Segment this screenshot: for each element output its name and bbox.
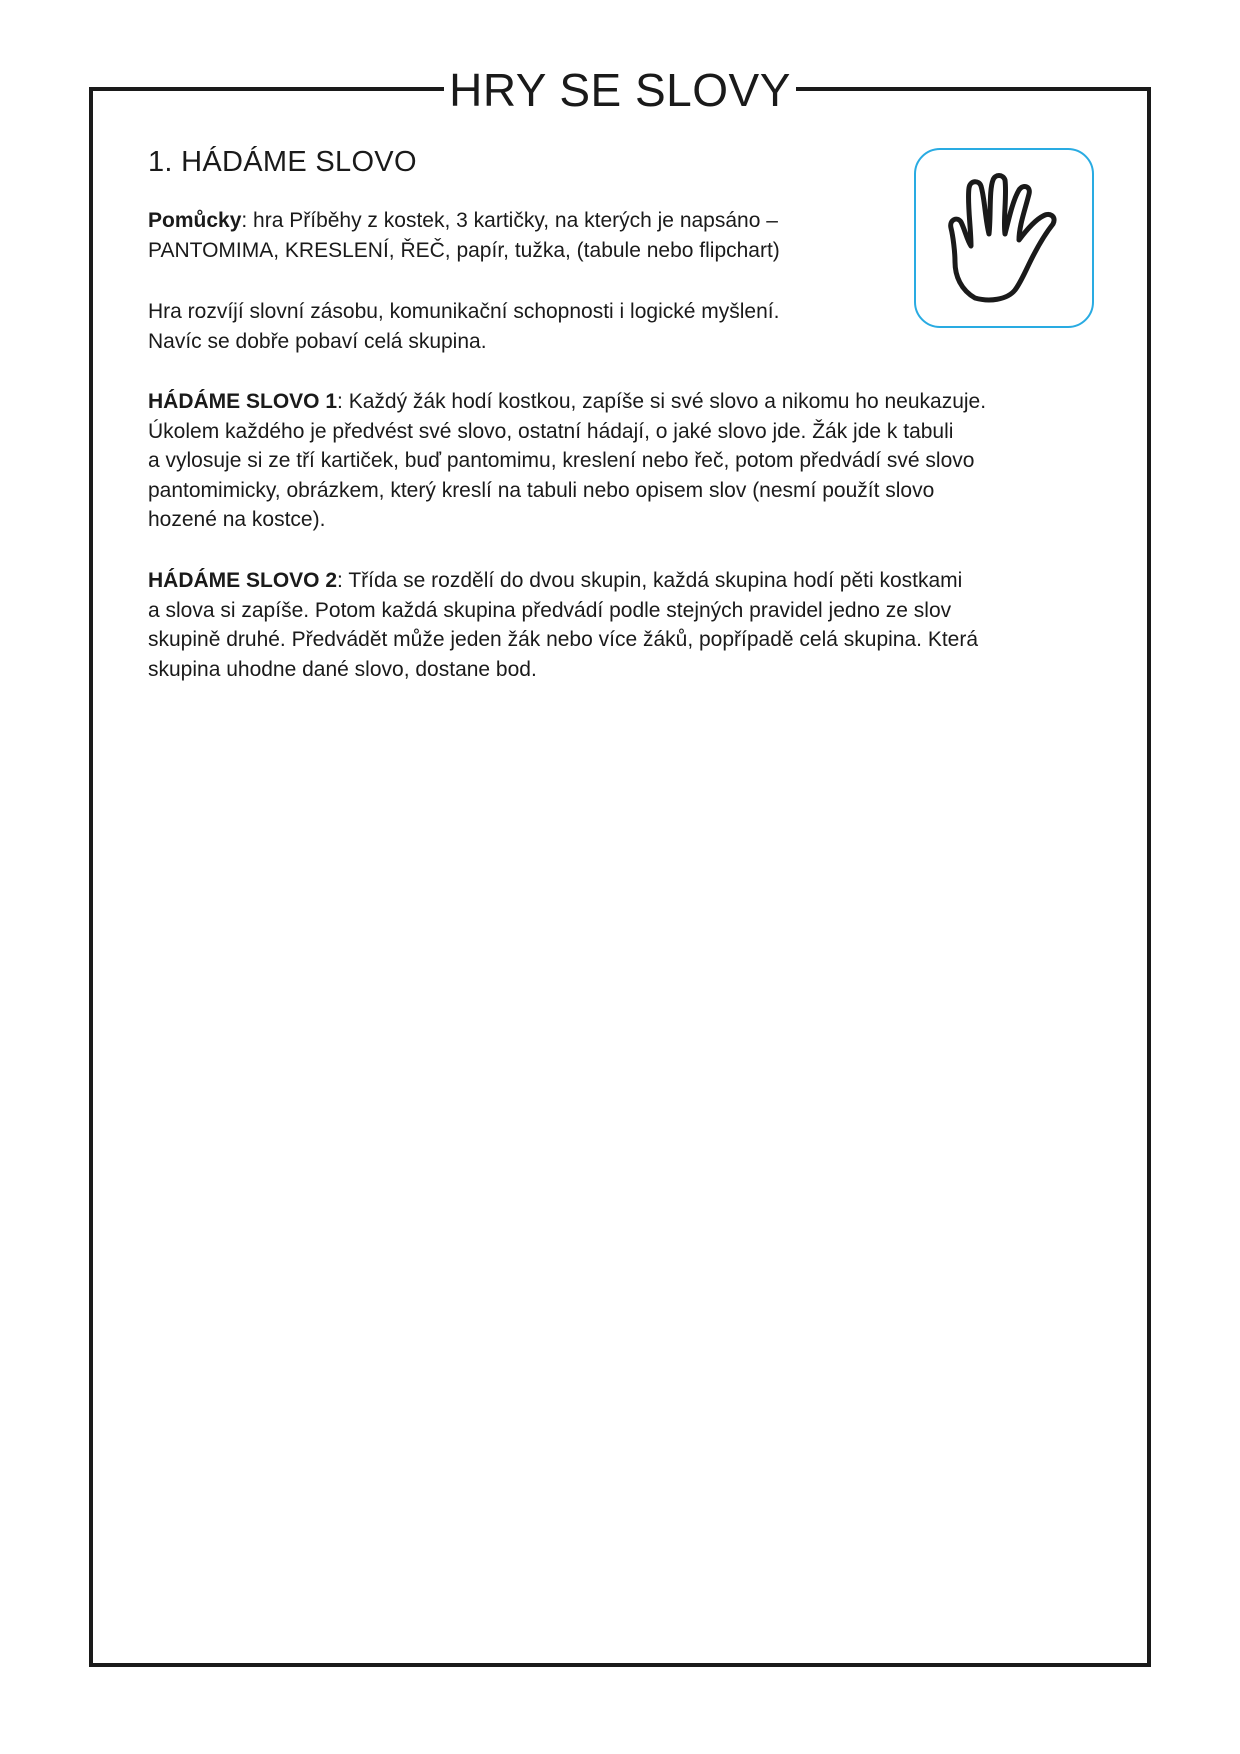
game2-line-3: skupině druhé. Předvádět může jeden žák nebo více žáků, popřípadě celá skupina. Která [148,628,979,651]
hand-icon [945,172,1063,304]
tools-label: Pomůcky [148,209,242,232]
game2-line-4: skupina uhodne dané slovo, dostane bod. [148,657,537,681]
game1-paragraph [148,387,1088,535]
section-heading: 1. HÁDÁME SLOVO [148,146,417,178]
intro-line-1: Hra rozvíjí slovní zásobu, komunikační schopnosti i logické myšlení. [148,300,780,323]
game1-line-2: Úkolem každého je předvést své slovo, ostatní hádají, o jaké slovo jde. Žák jde k tabuli [148,419,954,443]
intro-line-2: Navíc se dobře pobaví celá skupina. [148,329,487,353]
game1-line-3: a vylosuje si ze tří kartiček, buď pantomimu, kreslení nebo řeč, potom předvádí své slovo [148,449,975,472]
game2-line-2: a slova si zapíše. Potom každá skupina předvádí podle stejných pravidel jedno ze slov [148,598,952,622]
icon-box [914,148,1094,328]
game2-line-1: HÁDÁME SLOVO 2: Třída se rozdělí do dvou skupin, každá skupina hodí pěti kostkami [148,569,963,592]
game2-paragraph [148,566,1088,684]
game1-line-4: pantomimicky, obrázkem, který kreslí na tabuli nebo opisem slov (nesmí použít slovo [148,478,935,502]
game1-label: HÁDÁME SLOVO 1 [148,390,338,413]
game1-line-5: hozené na kostce). [148,508,326,531]
intro-paragraph [148,297,868,356]
game1-line-1: HÁDÁME SLOVO 1: Každý žák hodí kostkou, zapíše si své slovo a nikomu ho neukazuje. [148,390,987,413]
tools-paragraph [148,206,868,265]
tools-line-2: PANTOMIMA, KRESLENÍ, ŘEČ, papír, tužka, (tabule nebo flipchart) [148,238,780,262]
tools-line-1: Pomůcky: hra Příběhy z kostek, 3 kartičky, na kterých je napsáno – [148,209,778,232]
game2-label: HÁDÁME SLOVO 2 [148,569,338,592]
page-title: HRY SE SLOVY [444,58,796,122]
